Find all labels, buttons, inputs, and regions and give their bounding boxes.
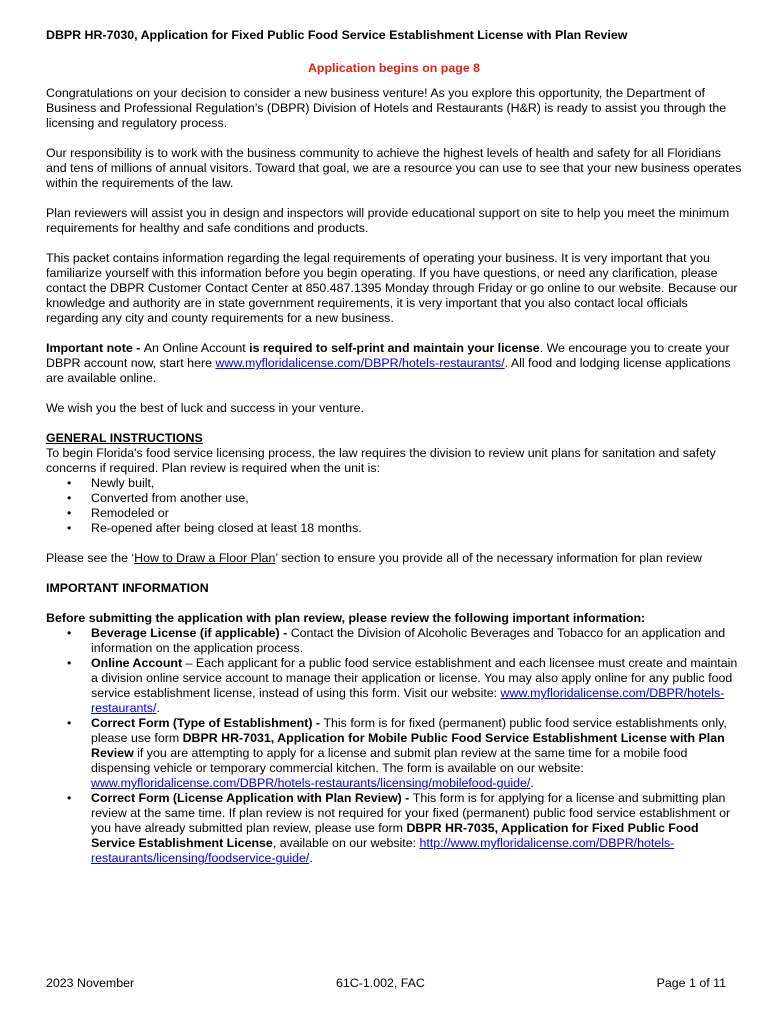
plan-review-conditions-list — [46, 476, 742, 536]
important-information-heading: IMPORTANT INFORMATION — [46, 581, 209, 595]
item-tail: . — [309, 851, 313, 865]
important-note — [46, 341, 742, 386]
intro-paragraph-3: Plan reviewers will assist you in design and inspectors will provide educational support on site to help you meet the minimum requirements for healthy and safe conditions and products. — [46, 206, 730, 235]
important-note-bold: is required to self-print and maintain your license — [249, 341, 540, 355]
list-item: • Re-opened after being closed at least 18 months. — [46, 521, 742, 536]
hotels-restaurants-link-2[interactable]: www.myfloridalicense.com/DBPR/hotels-restaurants/ — [91, 686, 725, 715]
important-note-text-1: An Online Account — [143, 341, 250, 355]
hotels-restaurants-link[interactable]: www.myfloridalicense.com/DBPR/hotels-restaurants/ — [215, 356, 505, 370]
item-label: Correct Form (Type of Establishment) - — [91, 716, 324, 730]
list-item-online-account — [46, 656, 742, 716]
floor-plan-pre: Please see the ‘ — [46, 551, 135, 565]
wish-paragraph: We wish you the best of luck and success in your venture. — [46, 401, 364, 415]
item-text-2: if you are attempting to apply for a license and submit plan review at the same time for a mobile food dispensing vehicle or temporary commercial kitchen. The form is available on our website: — [91, 746, 688, 775]
item-tail: . — [156, 701, 160, 715]
footer-rule-reference: 61C-1.002, FAC — [336, 976, 425, 990]
intro-paragraph-2: Our responsibility is to work with the business community to achieve the highest levels of health and safety for all Floridians and tens of millions of annual visitors. Toward that goal, we are a resource you can use to see that your new business operates within the requirements of the law. — [46, 146, 742, 190]
footer-date: 2023 November — [46, 976, 135, 990]
mobilefood-guide-link[interactable]: www.myfloridalicense.com/DBPR/hotels-restaurants/licensing/mobilefood-guide/ — [91, 776, 531, 790]
foodservice-guide-link[interactable]: http://www.myfloridalicense.com/DBPR/hotels-restaurants/licensing/foodservice-guide/ — [91, 836, 675, 865]
document-page — [46, 28, 742, 866]
important-note-label: Important note - — [46, 341, 144, 355]
intro-paragraph-1: Congratulations on your decision to consider a new business venture! As you explore this opportunity, the Department of Business and Professional Regulation’s (DBPR) Division of Hotels and Restaurants (H&R) is ready to assist you through the licensing and regulatory process. — [46, 86, 727, 130]
floor-plan-reference — [46, 551, 742, 566]
item-text: Contact the Division of Alcoholic Beverages and Tobacco for an application and information on the application process. — [91, 626, 726, 655]
item-text: – Each applicant for a public food service establishment and each licensee must create and maintain a division online service account to manage their application or license. You may also apply online for any public food service establishment license, instead of using this form. Visit our website: — [91, 656, 738, 700]
item-label: Correct Form (License Application with Plan Review) - — [91, 791, 413, 805]
document-title: DBPR HR-7030, Application for Fixed Public Food Service Establishment License with Plan Review — [46, 28, 628, 42]
intro-paragraph-4: This packet contains information regarding the legal requirements of operating your business. It is very important that you familiarize yourself with this information before you begin operating. If you have questions, or need any clarification, please contact the DBPR Customer Contact Center at 850.487.1395 Monday through Friday or go online to our website. Because our knowledge and authority are in state government requirements, it is very important that you also contact local officials regarding any city and county requirements for a new business. — [46, 251, 738, 325]
item-label: Online Account — [91, 656, 183, 670]
general-instructions-heading: GENERAL INSTRUCTIONS — [46, 431, 203, 445]
important-note-text-2: . We encourage you to create your DBPR account now, start here — [46, 341, 730, 370]
floor-plan-section-name: How to Draw a Floor Plan — [134, 551, 276, 565]
item-text: This form is for fixed (permanent) public food service establishments only, please use form — [91, 716, 727, 745]
general-instructions-text: To begin Florida's food service licensing process, the law requires the division to review unit plans for sanitation and safety concerns if required. Plan review is required when the unit is: — [46, 446, 716, 475]
item-text: This form is for applying for a license and submitting plan review at the same time. If plan review is not required for your fixed (permanent) public food service establishment or you have already submitted plan review, please use form — [91, 791, 731, 835]
item-bold: DBPR HR-7031, Application for Mobile Public Food Service Establishment License with Plan Review — [91, 731, 725, 760]
list-item: • Remodeled or — [46, 506, 742, 521]
before-submitting-heading: Before submitting the application with plan review, please review the following important information: — [46, 611, 646, 625]
important-note-text-3: . All food and lodging license applications are available online. — [46, 356, 731, 385]
item-tail: . — [530, 776, 534, 790]
application-begins-notice: Application begins on page 8 — [307, 61, 481, 75]
list-item: • Newly built, — [46, 476, 742, 491]
list-item-beverage-license — [46, 626, 742, 656]
list-item: • Converted from another use, — [46, 491, 742, 506]
footer-page-number: Page 1 of 11 — [656, 976, 726, 990]
item-bold: DBPR HR-7035, Application for Fixed Public Food Service Establishment License — [91, 821, 699, 850]
list-item-correct-form-license — [46, 791, 742, 866]
floor-plan-post: ’ section to ensure you provide all of the necessary information for plan review — [275, 551, 702, 565]
item-text-2: , available on our website: — [272, 836, 420, 850]
item-label: Beverage License (if applicable) - — [91, 626, 291, 640]
list-item-correct-form-type — [46, 716, 742, 791]
important-information-list — [46, 626, 742, 866]
